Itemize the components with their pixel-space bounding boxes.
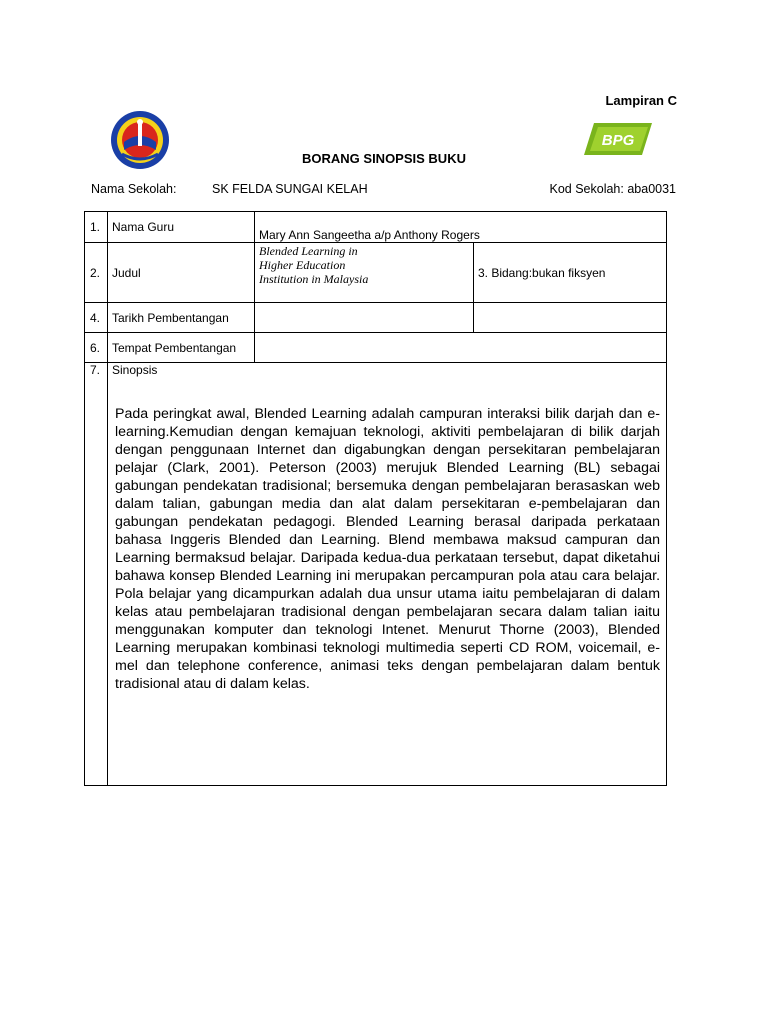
row-number: 6. bbox=[85, 333, 108, 363]
row-presentation-place bbox=[85, 333, 667, 363]
row-title bbox=[85, 243, 667, 303]
presentation-place-value bbox=[255, 333, 667, 363]
row-number: 2. bbox=[85, 243, 108, 303]
school-name-value: SK FELDA SUNGAI KELAH bbox=[212, 182, 368, 196]
form-title: BORANG SINOPSIS BUKU bbox=[302, 151, 466, 166]
row-presentation-date bbox=[85, 303, 667, 333]
row-number: 1. bbox=[85, 212, 108, 243]
field-label: Tempat Pembentangan bbox=[108, 333, 255, 363]
genre-value: 3. Bidang:bukan fiksyen bbox=[474, 243, 667, 303]
row-number: 7. bbox=[85, 363, 108, 786]
teacher-name-value: Mary Ann Sangeetha a/p Anthony Rogers bbox=[255, 212, 667, 243]
row-number: 4. bbox=[85, 303, 108, 333]
synopsis-form-table bbox=[84, 211, 667, 786]
synopsis-cell bbox=[108, 363, 667, 786]
synopsis-label: Sinopsis bbox=[112, 363, 158, 377]
field-label: Judul bbox=[108, 243, 255, 303]
presentation-date-extra bbox=[474, 303, 667, 333]
ministry-crest-icon bbox=[110, 110, 170, 170]
school-code: Kod Sekolah: aba0031 bbox=[549, 182, 676, 196]
field-label: Nama Guru bbox=[108, 212, 255, 243]
school-name-label: Nama Sekolah: bbox=[91, 182, 177, 196]
presentation-date-value bbox=[255, 303, 474, 333]
bpg-logo-icon bbox=[584, 121, 652, 157]
bpg-logo-text: BPG bbox=[601, 132, 635, 149]
row-synopsis bbox=[85, 363, 667, 786]
synopsis-text: Pada peringkat awal, Blended Learning adalah campuran interaksi bilik darjah dan e-learning.Kemudian dengan kemajuan teknologi, aktiviti pembelajaran di bilik darjah dengan penggunaan Internet dan digabungkan dengan persekitaran pembelajaran pelajar (Clark, 2001). Peterson (2003) merujuk Blended Learning (BL) sebagai gabungan pendekatan tradisional; bersemuka dengan pembelajaran berasaskan web dalam talian, gabungan media dan alat dalam persekitaran e-pembelajaran dan gabungan pendekatan pedagogi. Blended Learning berasal daripada perkataan bahasa Inggeris Blended dan Learning. Blend membawa maksud campuran dan Learning bermaksud belajar. Daripada kedua-dua perkataan tersebut, dapat diketahui bahawa konsep Blended Learning ini merupakan percampuran pola atau cara belajar. Pola belajar yang dicampurkan adalah dua unsur utama iaitu pembelajaran di dalam kelas atau pembelajaran tradisional dengan pembelajaran secara dalam talian iaitu menggunakan komputer dan teknologi Intenet. Menurut Thorne (2003), Blended Learning merupakan kombinasi teknologi multimedia seperti CD ROM, voicemail, e-mel dan telephone conference, animasi teks dengan pembelajaran dalam bentuk tradisional atau di dalam kelas. bbox=[115, 406, 661, 692]
book-title-text: Blended Learning in Higher Education Institution in Malaysia bbox=[259, 244, 369, 286]
field-label: Tarikh Pembentangan bbox=[108, 303, 255, 333]
appendix-label: Lampiran C bbox=[605, 93, 677, 108]
row-teacher-name bbox=[85, 212, 667, 243]
book-title-value bbox=[255, 243, 474, 303]
